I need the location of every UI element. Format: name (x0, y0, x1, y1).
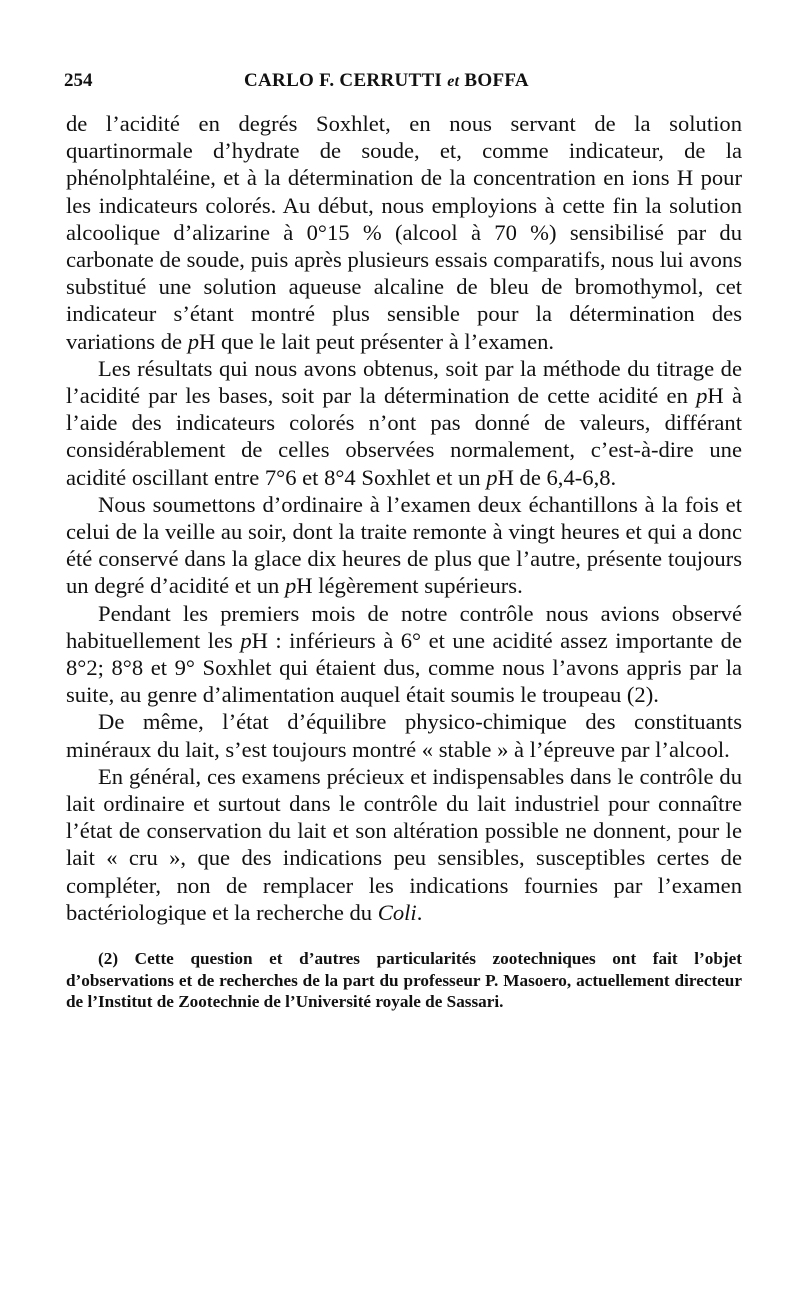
paragraph-2-part-2: H à l’aide des indicateurs colorés n’ont pas donné de valeurs, différant considérablement de celles observées normalement, c’est-à-dire une acidité oscillant entre 7°6 et 8°4 Soxhlet et un (66, 383, 742, 490)
paragraph-2 (66, 355, 742, 491)
page-number: 254 (64, 70, 93, 91)
paragraph-4-part-2: H : inférieurs à 6° et une acidité assez importante de 8°2; 8°8 et 9° Soxhlet qui étaient dus, comme nous l’avons appris par la suite, au genre d’alimentation auquel était soumis le troupeau (2). (66, 627, 742, 708)
paragraph-3 (66, 491, 742, 600)
paragraph-5-text: De même, l’état d’équilibre physico-chimique des constituants minéraux du lait, s’est toujours montré « stable » à l’épreuve par l’alcool. (66, 709, 742, 762)
paragraph-1-text: de l’acidité en degrés Soxhlet, en nous servant de la solution quartinormale d’hydrate de soude, et, comme indicateur, de la phénolphtaléine, et à la détermination de la concentration en ions H pour les indicateurs colorés. Au début, nous employions à cette fin la solution alcoolique d’alizarine à 0°15 % (alcool à 70 %) sensibilisé par du carbonate de soude, puis après plusieurs essais comparatifs, nous lui avons substitué une solution aqueuse alcaline de bleu de bromothymol, cet indicateur s’étant montré plus sensible pour la détermination des variations de (66, 111, 742, 354)
ph-italic: p (240, 627, 252, 653)
body-text (66, 110, 742, 926)
ph-italic: p (696, 383, 708, 409)
paragraph-2-part-3: H de 6,4-6,8. (497, 464, 617, 490)
running-title-et: et (447, 73, 460, 90)
paragraph-5 (66, 708, 742, 762)
paragraph-6-part-1: En général, ces examens précieux et indispensables dans le contrôle du lait ordinaire et surtout dans le contrôle du lait industriel pour connaître l’état de conservation du lait et son altération possible ne donnent, pour le lait « cru », que des indications peu sensibles, susceptibles certes de compléter, non de remplacer les indications fournies par l’examen bactériologique et la recherche du (66, 763, 742, 925)
running-title (244, 70, 529, 92)
coli-italic: Coli (377, 899, 417, 925)
paragraph-6 (66, 763, 742, 926)
ph-italic: p (187, 328, 200, 354)
paragraph-1-tail: H que le lait peut présenter à l’examen. (199, 328, 555, 354)
running-head (64, 58, 742, 91)
running-title-end: BOFFA (464, 70, 529, 91)
paragraph-4 (66, 600, 742, 709)
paragraph-3-part-2: H légèrement supérieurs. (296, 573, 523, 599)
book-page (66, 58, 742, 1013)
footnote: (2) Cette question et d’autres particularités zootechniques ont fait l’objet d’observations et de recherches de la part du professeur P. Masoero, actuellement directeur de l’Institut de Zootechnie de l’Université royale de Sassari. (66, 949, 742, 1012)
running-title-authors: CARLO F. CERRUTTI (244, 70, 443, 91)
paragraph-1 (66, 110, 742, 355)
ph-italic: p (486, 464, 498, 490)
paragraph-6-part-2: . (416, 899, 423, 925)
ph-italic: p (284, 573, 297, 599)
paragraph-2-part-1: Les résultats qui nous avons obtenus, soit par la méthode du titrage de l’acidité par les bases, soit par la détermination de cette acidité en (66, 355, 742, 409)
paragraph-4-part-1: Pendant les premiers mois de notre contrôle nous avions observé habituellement les (66, 600, 742, 653)
paragraph-3-part-1: Nous soumettons d’ordinaire à l’examen deux échantillons à la fois et celui de la veille au soir, dont la traite remonte à vingt heures et qui a donc été conservé dans la glace dix heures de plus que l’autre, présente toujours un degré d’acidité et un (66, 491, 742, 599)
